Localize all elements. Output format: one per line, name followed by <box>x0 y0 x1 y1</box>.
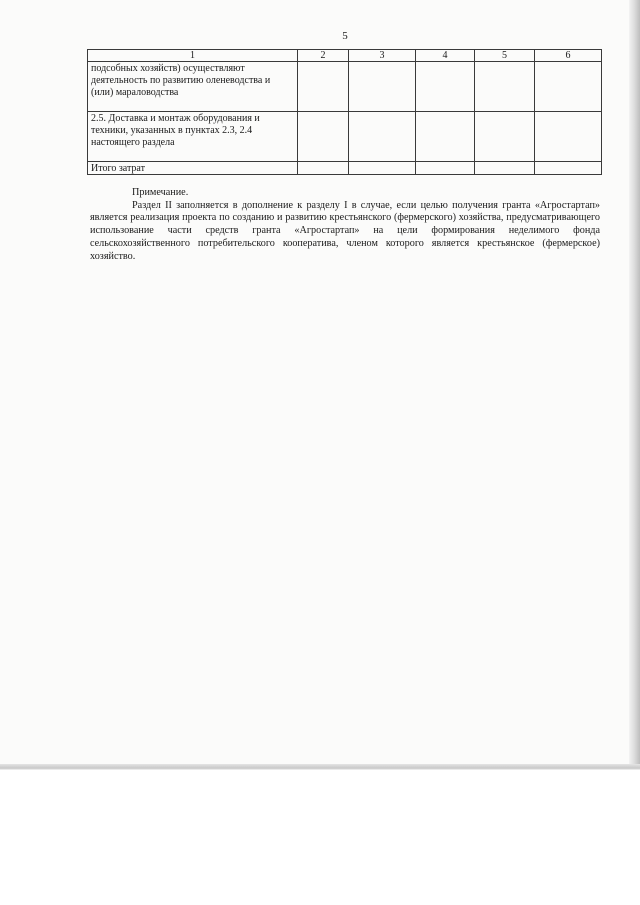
table-row <box>88 112 602 162</box>
table-cell <box>349 112 416 162</box>
column-header: 6 <box>535 50 602 62</box>
note-title: Примечание. <box>132 187 189 198</box>
table-row-total <box>88 162 602 175</box>
cost-table <box>87 49 602 175</box>
column-header: 2 <box>298 50 349 62</box>
row-description: Итого затрат <box>88 162 298 175</box>
table-cell <box>298 162 349 175</box>
table-header-row <box>88 50 602 62</box>
table-row <box>88 62 602 112</box>
table-cell <box>349 162 416 175</box>
column-header: 1 <box>88 50 298 62</box>
table-cell <box>416 162 475 175</box>
scan-edge-shadow <box>629 0 640 768</box>
table-cell <box>349 62 416 112</box>
table-cell <box>416 62 475 112</box>
table-cell <box>535 162 602 175</box>
row-description: подсобных хозяйств) осуществляют деятельность по развитию оленеводства и (или) мараловодства <box>88 62 298 112</box>
table-cell <box>416 112 475 162</box>
table-cell <box>475 112 535 162</box>
page-number: 5 <box>342 30 348 42</box>
column-header: 4 <box>416 50 475 62</box>
scan-bottom-edge <box>0 764 640 770</box>
column-header: 3 <box>349 50 416 62</box>
table-cell <box>475 62 535 112</box>
table-cell <box>475 162 535 175</box>
row-description: 2.5. Доставка и монтаж оборудования и техники, указанных в пунктах 2.3, 2.4 настоящего раздела <box>88 112 298 162</box>
table-cell <box>535 112 602 162</box>
table-cell <box>298 62 349 112</box>
table-cell <box>535 62 602 112</box>
note-block <box>90 187 600 263</box>
note-text: Раздел II заполняется в дополнение к разделу I в случае, если целью получения гранта «Агростартап» является реализация проекта по созданию и развитию крестьянского (фермерского) хозяйства, предусматривающего использование части средств гранта «Агростартап» на цели формирования неделимого фонда сельскохозяйственного потребительского кооператива, членом которого является крестьянское (фермерское) хозяйство. <box>90 199 600 262</box>
table-cell <box>298 112 349 162</box>
column-header: 5 <box>475 50 535 62</box>
